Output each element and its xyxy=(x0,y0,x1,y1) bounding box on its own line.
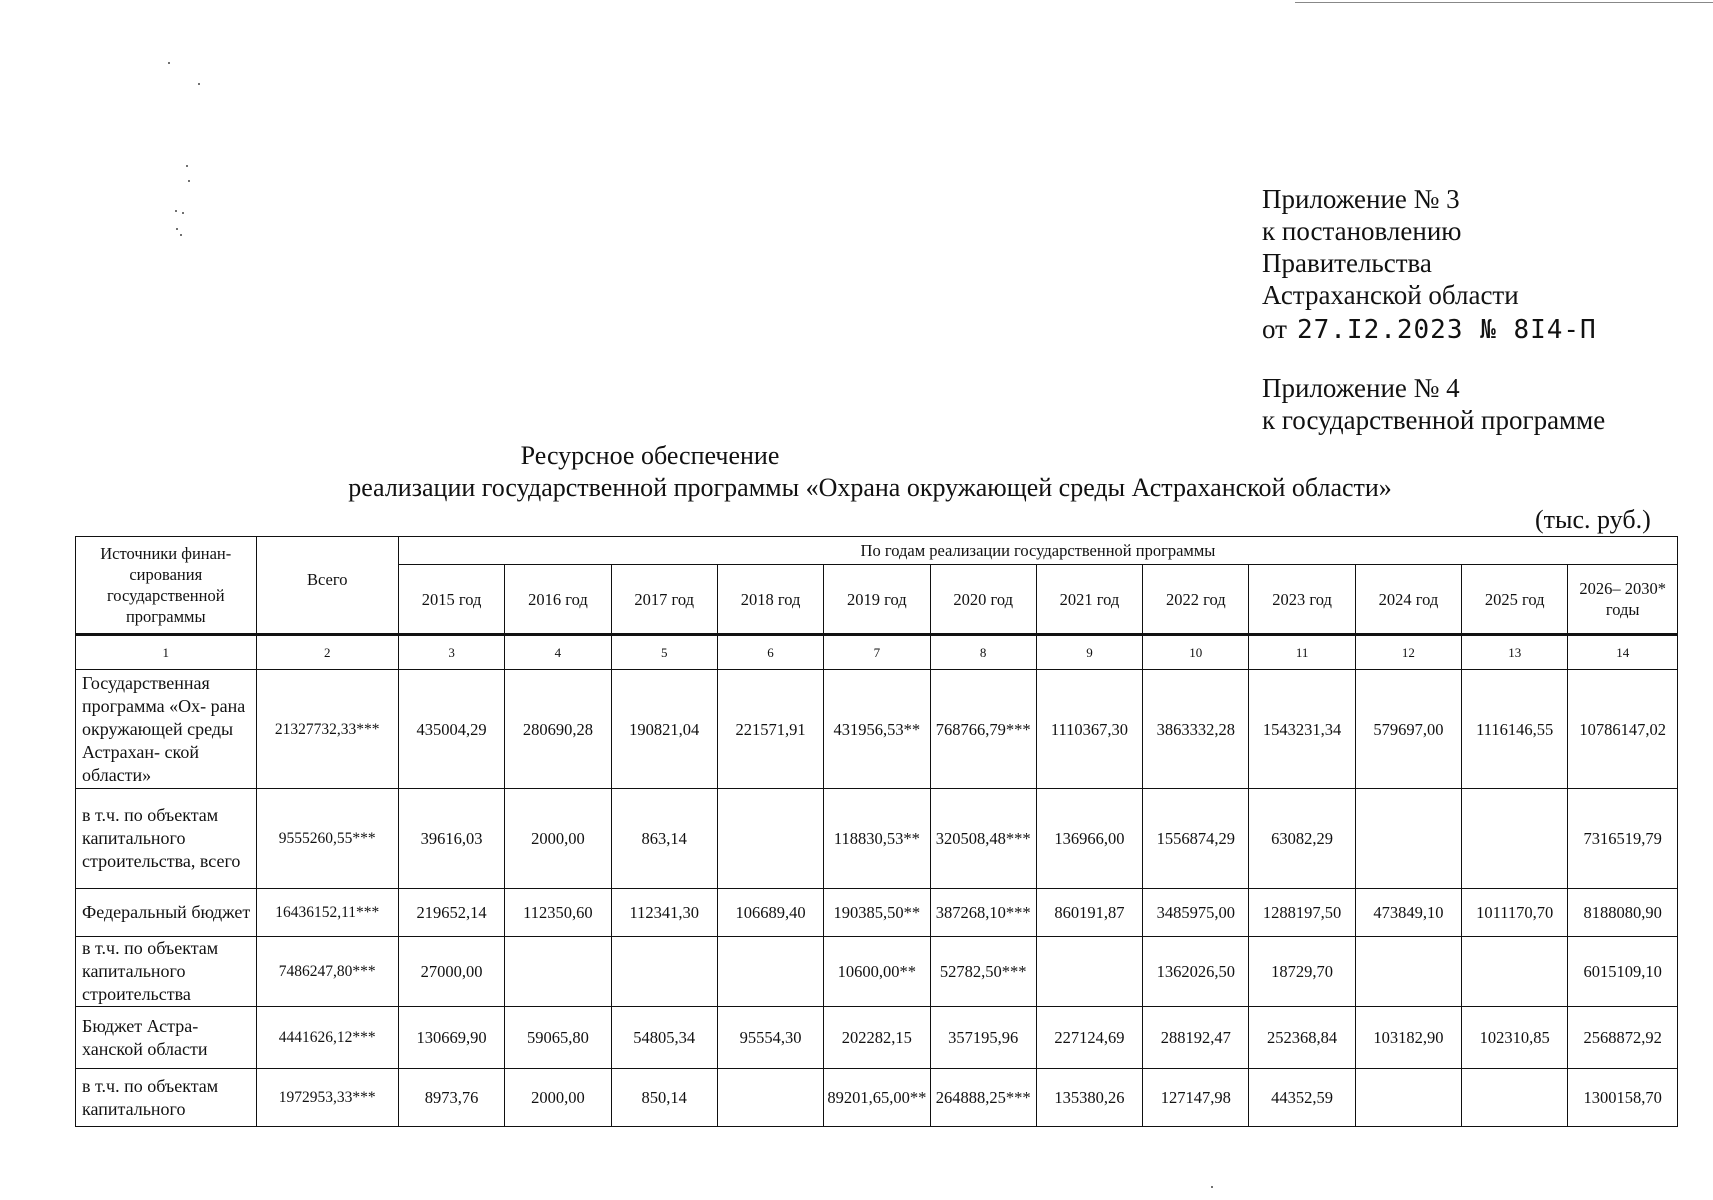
value-cell: 1116146,55 xyxy=(1462,670,1568,789)
header-year: 2026– 2030* годы xyxy=(1568,565,1678,635)
value-cell xyxy=(1462,937,1568,1007)
appendix-date xyxy=(1262,313,1605,346)
value-cell: 10600,00** xyxy=(824,937,930,1007)
value-cell xyxy=(717,937,823,1007)
value-cell: 280690,28 xyxy=(505,670,611,789)
column-number: 11 xyxy=(1249,635,1355,670)
value-cell: 136966,00 xyxy=(1036,789,1142,889)
header-by-years: По годам реализации государственной программы xyxy=(398,537,1677,565)
value-cell xyxy=(505,937,611,1007)
table-row xyxy=(76,889,1678,937)
value-cell: 135380,26 xyxy=(1036,1069,1142,1127)
value-cell: 7316519,79 xyxy=(1568,789,1678,889)
program-appendix-line-1: Приложение № 4 xyxy=(1262,373,1460,403)
value-cell: 112350,60 xyxy=(505,889,611,937)
date-prefix: от xyxy=(1262,314,1287,344)
value-cell: 357195,96 xyxy=(930,1007,1036,1069)
value-cell: 130669,90 xyxy=(398,1007,504,1069)
header-total: Всего xyxy=(256,537,398,635)
header-year: 2022 год xyxy=(1143,565,1249,635)
value-cell: 1011170,70 xyxy=(1462,889,1568,937)
value-cell: 63082,29 xyxy=(1249,789,1355,889)
value-cell: 44352,59 xyxy=(1249,1069,1355,1127)
value-cell xyxy=(717,1069,823,1127)
appendix-line-1: Приложение № 3 xyxy=(1262,184,1460,214)
header-year: 2020 год xyxy=(930,565,1036,635)
value-cell: 59065,80 xyxy=(505,1007,611,1069)
value-cell: 252368,84 xyxy=(1249,1007,1355,1069)
value-cell: 8973,76 xyxy=(398,1069,504,1127)
value-cell: 768766,79*** xyxy=(930,670,1036,789)
header-year: 2021 год xyxy=(1036,565,1142,635)
table-row xyxy=(76,1069,1678,1127)
value-cell: 6015109,10 xyxy=(1568,937,1678,1007)
value-cell: 850,14 xyxy=(611,1069,717,1127)
value-cell: 2000,00 xyxy=(505,789,611,889)
appendix-line-2: к постановлению xyxy=(1262,216,1462,246)
column-number: 9 xyxy=(1036,635,1142,670)
value-cell: 54805,34 xyxy=(611,1007,717,1069)
value-cell: 264888,25*** xyxy=(930,1069,1036,1127)
program-appendix-line-2: к государственной программе xyxy=(1262,405,1606,435)
value-cell: 1556874,29 xyxy=(1143,789,1249,889)
value-cell: 8188080,90 xyxy=(1568,889,1678,937)
value-cell: 473849,10 xyxy=(1355,889,1461,937)
column-number: 10 xyxy=(1143,635,1249,670)
column-number: 6 xyxy=(717,635,823,670)
value-cell: 112341,30 xyxy=(611,889,717,937)
column-number: 7 xyxy=(824,635,930,670)
value-cell: 118830,53** xyxy=(824,789,930,889)
column-number: 5 xyxy=(611,635,717,670)
source-cell: в т.ч. по объектам капитального строительства xyxy=(76,937,257,1007)
value-cell xyxy=(1355,1069,1461,1127)
column-number: 12 xyxy=(1355,635,1461,670)
value-cell: 27000,00 xyxy=(398,937,504,1007)
value-cell: 190385,50** xyxy=(824,889,930,937)
column-number: 8 xyxy=(930,635,1036,670)
value-cell xyxy=(611,937,717,1007)
value-cell: 860191,87 xyxy=(1036,889,1142,937)
header-year: 2023 год xyxy=(1249,565,1355,635)
total-cell: 9555260,55*** xyxy=(256,789,398,889)
column-number: 1 xyxy=(76,635,257,670)
source-cell: в т.ч. по объектам капитального строительства, всего xyxy=(76,789,257,889)
header-year: 2025 год xyxy=(1462,565,1568,635)
value-cell: 1543231,34 xyxy=(1249,670,1355,789)
value-cell: 431956,53** xyxy=(824,670,930,789)
value-cell: 863,14 xyxy=(611,789,717,889)
total-cell: 21327732,33*** xyxy=(256,670,398,789)
value-cell: 18729,70 xyxy=(1249,937,1355,1007)
value-cell xyxy=(1036,937,1142,1007)
appendix-line-3: Правительства xyxy=(1262,248,1432,278)
value-cell: 102310,85 xyxy=(1462,1007,1568,1069)
source-cell: в т.ч. по объектам капитального xyxy=(76,1069,257,1127)
total-cell: 1972953,33*** xyxy=(256,1069,398,1127)
header-year: 2017 год xyxy=(611,565,717,635)
value-cell: 288192,47 xyxy=(1143,1007,1249,1069)
value-cell: 320508,48*** xyxy=(930,789,1036,889)
value-cell: 3485975,00 xyxy=(1143,889,1249,937)
header-year: 2018 год xyxy=(717,565,823,635)
document-title-line-1: Ресурсное обеспечение xyxy=(520,441,780,470)
value-cell: 106689,40 xyxy=(717,889,823,937)
value-cell xyxy=(1462,1069,1568,1127)
value-cell: 219652,14 xyxy=(398,889,504,937)
value-cell: 89201,65,00** xyxy=(824,1069,930,1127)
value-cell: 387268,10*** xyxy=(930,889,1036,937)
column-number: 2 xyxy=(256,635,398,670)
value-cell: 1362026,50 xyxy=(1143,937,1249,1007)
value-cell: 127147,98 xyxy=(1143,1069,1249,1127)
source-cell: Бюджет Астра- ханской области xyxy=(76,1007,257,1069)
value-cell: 579697,00 xyxy=(1355,670,1461,789)
value-cell: 227124,69 xyxy=(1036,1007,1142,1069)
units-label: (тыс. руб.) xyxy=(1535,505,1651,534)
column-number: 13 xyxy=(1462,635,1568,670)
date-handwritten: 27.I2.2023 № 8I4-П xyxy=(1296,315,1597,345)
value-cell: 39616,03 xyxy=(398,789,504,889)
column-number: 14 xyxy=(1568,635,1678,670)
value-cell: 52782,50*** xyxy=(930,937,1036,1007)
column-number: 4 xyxy=(505,635,611,670)
value-cell: 202282,15 xyxy=(824,1007,930,1069)
value-cell: 221571,91 xyxy=(717,670,823,789)
header-year: 2016 год xyxy=(505,565,611,635)
column-number-row xyxy=(76,635,1678,670)
table-row xyxy=(76,1007,1678,1069)
total-cell: 7486247,80*** xyxy=(256,937,398,1007)
document-title-line-2: реализации государственной программы «Охрана окружающей среды Астраханской области» xyxy=(348,473,1392,502)
value-cell: 2568872,92 xyxy=(1568,1007,1678,1069)
value-cell: 95554,30 xyxy=(717,1007,823,1069)
column-number: 3 xyxy=(398,635,504,670)
header-year: 2024 год xyxy=(1355,565,1461,635)
table-row xyxy=(76,789,1678,889)
source-cell: Государственная программа «Ох- рана окружающей среды Астрахан- ской области» xyxy=(76,670,257,789)
value-cell: 1288197,50 xyxy=(1249,889,1355,937)
value-cell: 435004,29 xyxy=(398,670,504,789)
value-cell xyxy=(1462,789,1568,889)
header-year: 2015 год xyxy=(398,565,504,635)
table-row xyxy=(76,937,1678,1007)
value-cell: 2000,00 xyxy=(505,1069,611,1127)
value-cell xyxy=(717,789,823,889)
appendix-line-4: Астраханской области xyxy=(1262,280,1519,310)
scan-edge-line xyxy=(1295,2,1713,3)
value-cell: 3863332,28 xyxy=(1143,670,1249,789)
appendix-header xyxy=(1262,183,1605,436)
total-cell: 4441626,12*** xyxy=(256,1007,398,1069)
value-cell: 190821,04 xyxy=(611,670,717,789)
value-cell xyxy=(1355,937,1461,1007)
value-cell: 1300158,70 xyxy=(1568,1069,1678,1127)
header-year: 2019 год xyxy=(824,565,930,635)
total-cell: 16436152,11*** xyxy=(256,889,398,937)
value-cell: 103182,90 xyxy=(1355,1007,1461,1069)
financing-table xyxy=(75,536,1678,1127)
value-cell: 10786147,02 xyxy=(1568,670,1678,789)
value-cell: 1110367,30 xyxy=(1036,670,1142,789)
header-sources: Источники финан- сирования государственной программы xyxy=(76,537,257,635)
value-cell xyxy=(1355,789,1461,889)
table-row xyxy=(76,670,1678,789)
source-cell: Федеральный бюджет xyxy=(76,889,257,937)
